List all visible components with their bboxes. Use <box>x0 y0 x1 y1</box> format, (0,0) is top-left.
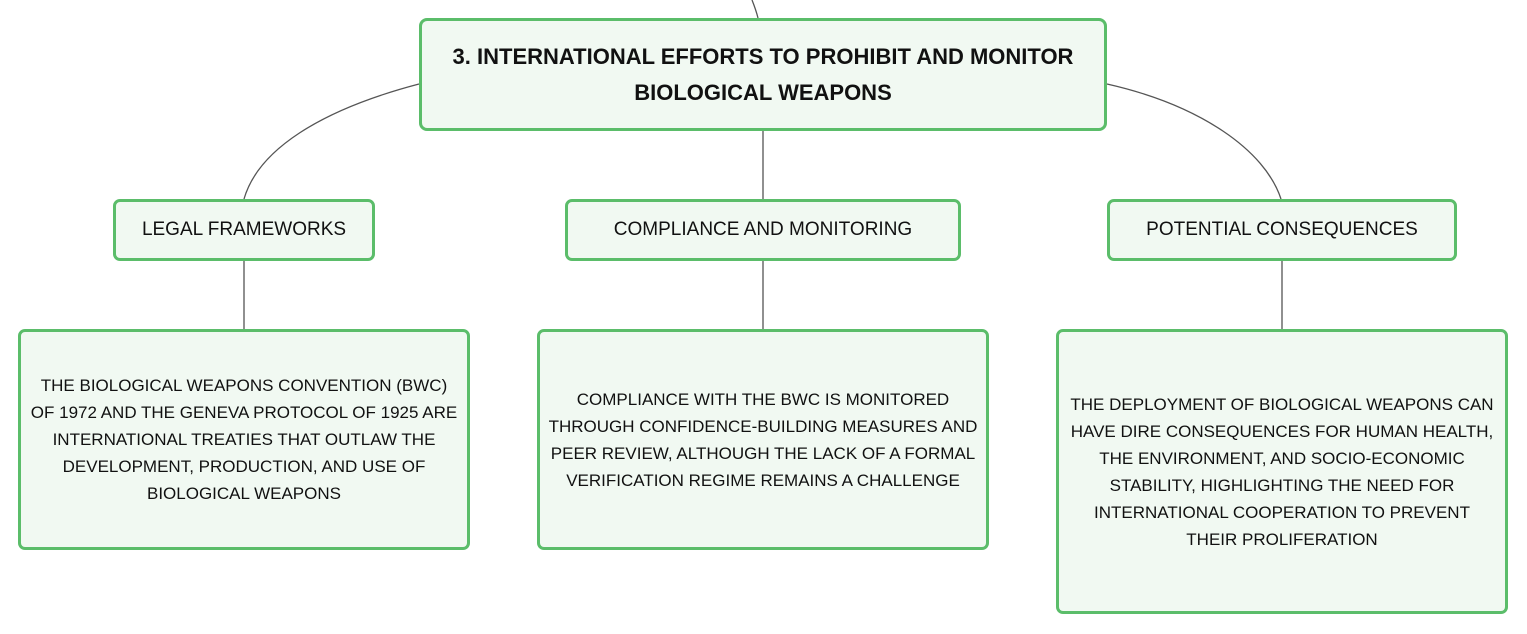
branch-label-legal-frameworks: LEGAL FRAMEWORKS <box>141 219 347 240</box>
connector-root-to-legal-frameworks <box>244 84 419 199</box>
branch-label-compliance-and-monitoring: COMPLIANCE AND MONITORING <box>613 219 913 240</box>
detail-text-compliance-and-monitoring: COMPLIANCE WITH THE BWC IS MONITORED THROUGH CONFIDENCE-BUILDING MEASURES AND PEER REVIEW, ALTHOUGH THE LACK OF A FORMAL VERIFICATION REGIME REMAINS A CHALLENGE <box>548 389 978 490</box>
branch-label-potential-consequences: POTENTIAL CONSEQUENCES <box>1146 219 1418 240</box>
branch-node-potential-consequences[interactable] <box>1107 199 1457 261</box>
detail-node-legal-frameworks[interactable] <box>18 329 470 550</box>
detail-text-potential-consequences: THE DEPLOYMENT OF BIOLOGICAL WEAPONS CAN HAVE DIRE CONSEQUENCES FOR HUMAN HEALTH, THE ENVIRONMENT, AND SOCIO-ECONOMIC STABILITY, HIGHLIGHTING THE NEED FOR INTERNATIONAL COOPERATION TO PREVENT THEIR PROLIFERATION <box>1070 394 1494 549</box>
connector-parent-to-root <box>752 0 758 18</box>
root-topic-node[interactable] <box>419 18 1107 131</box>
detail-node-potential-consequences[interactable] <box>1056 329 1508 614</box>
detail-node-compliance-and-monitoring[interactable] <box>537 329 989 550</box>
branch-node-compliance-and-monitoring[interactable] <box>565 199 961 261</box>
connector-root-to-potential-consequences <box>1107 84 1281 199</box>
branch-node-legal-frameworks[interactable] <box>113 199 375 261</box>
root-topic-title: 3. INTERNATIONAL EFFORTS TO PROHIBIT AND MONITOR BIOLOGICAL WEAPONS <box>452 43 1074 105</box>
detail-text-legal-frameworks: THE BIOLOGICAL WEAPONS CONVENTION (BWC) OF 1972 AND THE GENEVA PROTOCOL OF 1925 ARE INTERNATIONAL TREATIES THAT OUTLAW THE DEVELOPMENT, PRODUCTION, AND USE OF BIOLOGICAL WEAPONS <box>30 376 458 503</box>
